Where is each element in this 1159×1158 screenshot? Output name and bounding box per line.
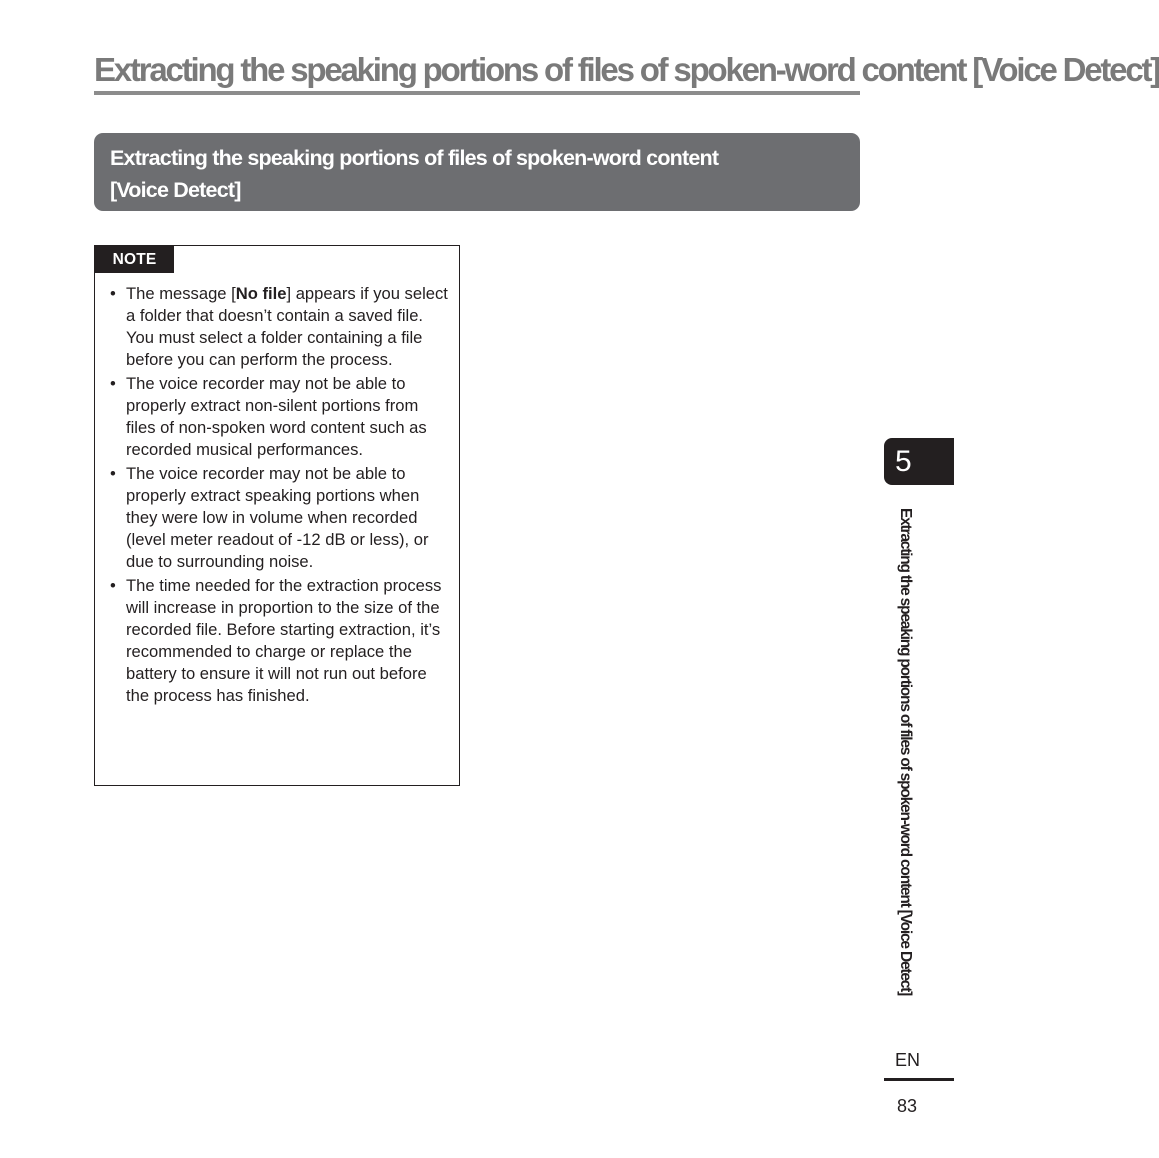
no-file-message: No file — [235, 284, 287, 303]
vertical-chapter-caption: Extracting the speaking portions of files of spoken-word content [Voice Detect] — [897, 508, 914, 996]
note-item-text: The voice recorder may not be able to properly extract speaking portions when they were low in volume when recorded (level meter readout of -12 dB or less), or due to surrounding noise. — [126, 464, 429, 571]
note-item-text: The time needed for the extraction process will increase in proportion to the size of the recorded file. Before starting extraction, it’s recommended to charge or replace the battery to ensure it will not run out before the process has finished. — [126, 576, 442, 705]
language-label: EN — [895, 1050, 921, 1070]
section-heading-banner — [94, 133, 860, 211]
section-heading-line-2: [Voice Detect] — [110, 178, 241, 202]
bullet-icon: • — [110, 374, 116, 393]
bullet-icon: • — [110, 576, 116, 595]
note-item — [109, 283, 449, 371]
note-item-text-end: ] appears if you select a folder that doesn’t contain a saved file. You must select a folder containing a file before you can perform the process. — [126, 284, 448, 369]
bullet-icon: • — [110, 284, 116, 303]
language-rule — [884, 1078, 954, 1081]
note-item-text: The voice recorder may not be able to properly extract non-silent portions from files of non-spoken word content such as recorded musical performances. — [126, 374, 427, 459]
note-label: NOTE — [95, 246, 174, 273]
note-item — [109, 575, 449, 707]
bullet-icon: • — [110, 464, 116, 483]
page-number: 83 — [897, 1096, 918, 1116]
note-list — [109, 283, 449, 709]
chapter-tab: 5 — [884, 438, 954, 485]
section-heading-line-1: Extracting the speaking portions of files of spoken-word content — [110, 146, 719, 170]
note-item-text-start: The message [ — [126, 284, 236, 303]
note-item — [109, 373, 449, 461]
page-title: Extracting the speaking portions of files of spoken-word content [Voice Detect] — [94, 51, 1159, 88]
title-underline — [94, 91, 860, 95]
note-item — [109, 463, 449, 573]
note-box — [94, 245, 460, 786]
